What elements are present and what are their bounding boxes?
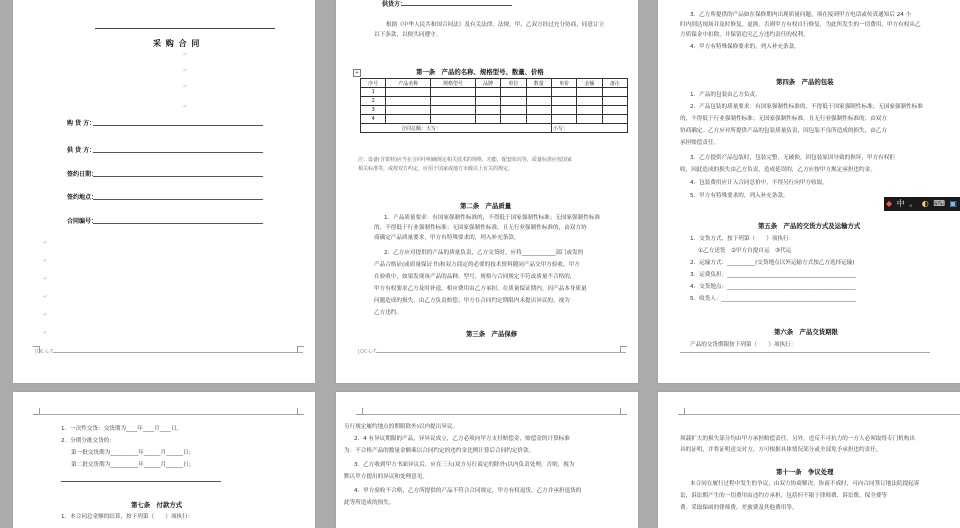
page5-line: 3．乙方收到甲方书面异议后，应在三天(双方另行商定的除外)以内负责处理，否则，视为 xyxy=(354,462,575,468)
article-4-line: 1．产品的包装由乙方负责。 xyxy=(690,92,761,98)
total-lowercase-label: 小写： xyxy=(551,124,627,133)
article-2-line: 1．产品质量要求：有国家强制性标准的，不得低于国家强制性标准；无国家强制性标准 xyxy=(384,215,601,221)
paragraph-mark: ↵ xyxy=(43,276,48,282)
table-header-cell: 单位 xyxy=(501,79,526,88)
article-2-line: 的，不得低于行业强制性标准；无国家强制性标准，且无行业强制性标准的，由双方协 xyxy=(374,225,587,231)
page3-line: 时内到达现场并及时修复，更换。否则甲方有权自行修复，为此所发生的一切费用，甲方有权从乙 xyxy=(680,22,921,28)
table-header-cell: 数量 xyxy=(526,79,551,88)
field-line xyxy=(93,199,263,200)
article-2-line: 在验收中，如果发现该产品的品种、型号、规格与合同规定不符或质量不合格的， xyxy=(374,274,576,280)
table-header-cell: 金额 xyxy=(577,79,602,88)
paragraph-mark: ↵ xyxy=(43,330,48,336)
title-rule xyxy=(95,28,275,29)
total-uppercase-label: 合同总额：大写： xyxy=(361,124,552,133)
article-4-line: 5．甲方有特殊要求的，列入补充条款。 xyxy=(690,193,789,199)
article-5-line: 3．运费负担：______________________________________________ xyxy=(690,272,856,278)
article-4-line: 2．产品包装的质量要求：有国家强制性标准的，不得低于国家强制性标准；无国家强制性标准 xyxy=(690,104,923,110)
article-11-line: 讼，诉讼期产生的一切费用由违约方承担，包括但不限于律师费、诉讼费、保全费等 xyxy=(680,493,887,499)
page5-line: 另行规定履约地点的期限除外)以内提出异议。 xyxy=(344,424,459,430)
field-line xyxy=(93,223,263,224)
row-number: 2 xyxy=(361,97,386,106)
table-header-cell: 产品名称 xyxy=(386,79,431,88)
ime-keyboard-icon[interactable]: ⌨ xyxy=(933,199,945,208)
page6-line: 具的证明，并将证明送交对方，方可根据具体情况部分或全部免予承担违约责任。 xyxy=(680,447,882,453)
page3-line: 4．甲方有特殊保修要求的，列入补充条款。 xyxy=(690,44,800,50)
page-4 xyxy=(13,392,315,528)
table-header-row xyxy=(361,79,628,88)
table-row xyxy=(361,97,628,106)
footer-rule xyxy=(376,352,626,353)
field-line xyxy=(93,152,263,153)
footer-code: [QC-L-T xyxy=(35,349,54,355)
article-1-heading: 第一条 产品的名称、规格型号、数量、价格 xyxy=(416,68,544,76)
ime-half-width-icon[interactable]: ◐ xyxy=(921,199,929,208)
article-3-heading: 第三条 产品保修 xyxy=(466,330,518,338)
article-6-line: 产品的交货期限按下列第（ ）项执行： xyxy=(690,342,797,348)
table-row xyxy=(361,115,628,124)
page3-line: 方质保金中扣除，并保留追究乙方违约责任的权利。 xyxy=(680,32,809,38)
page5-line: 此等所造成的损失。 xyxy=(344,500,395,506)
row-number: 4 xyxy=(361,115,386,124)
table-header-cell: 序号 xyxy=(361,79,386,88)
header-rule xyxy=(39,414,297,415)
page-6 xyxy=(658,392,960,528)
page-3 xyxy=(658,0,960,383)
footer-rule xyxy=(680,352,930,353)
table-note: 注：设备(含资料)应当在合同中明确规定相关技术的规格、功能、配套状况等，质量标准应按国家 xyxy=(358,157,572,163)
paragraph-mark: ↵ xyxy=(183,68,188,74)
table-header-cell: 单价 xyxy=(551,79,576,88)
intro-line: 根据《中华人民共和国合同法》及有关法律、法规，甲、乙双方经过充分协商，同意订立 xyxy=(386,22,605,28)
article-5-heading: 第五条 产品的交货方式及运输方式 xyxy=(758,222,861,230)
page5-line: 2．4 有异议期限的产品，异异议成立，乙方必须向甲方支付赔偿金，赔偿金的计算标准 xyxy=(354,436,570,442)
table-note: 相关标准等，或按双方约定，应用于国家或地方市级以上有关的规定。 xyxy=(358,166,514,172)
table-row xyxy=(361,88,628,97)
paragraph-mark: ↵ xyxy=(43,312,48,318)
ime-language-toggle[interactable]: 中 xyxy=(896,199,905,208)
field-sign-place: 签约地点： xyxy=(67,194,98,201)
footer-code: [QC-L-T xyxy=(358,349,377,355)
table-header-cell: 品牌 xyxy=(475,79,500,88)
footer-rule xyxy=(53,352,303,353)
crop-mark xyxy=(620,346,627,353)
table-total-row xyxy=(361,124,628,133)
article-5-line: 4．交货地点：______________________________________________ xyxy=(690,284,856,290)
ime-logo-icon[interactable]: ◆ xyxy=(886,199,893,208)
article-4-line: 承担赔偿责任。 xyxy=(680,140,720,146)
article-11-line: 费。采取保函的律师费、差旅费及其他费用等。 xyxy=(680,505,798,511)
field-line xyxy=(93,176,263,177)
article-5-line: 5．收货人：________________________________________________ xyxy=(690,296,856,302)
page5-line: 为：不合格产品的数量金额乘以合同约定的违约金比例计算后合同约定价款。 xyxy=(344,448,535,454)
article-2-line: 乙方违约。 xyxy=(374,310,402,316)
article-2-line: 问题造成的损失，由乙方负责赔偿；甲方在合同约定期限内未提出异议的，视为 xyxy=(374,298,570,304)
product-table xyxy=(360,78,628,133)
payment-line: 1．本合同总金额的结算，按下列第（ ）项执行： xyxy=(61,514,194,520)
article-4-line: 3．乙方提供产品包装时，包装完整、无破损，因包装原因导致的损坏，甲方有权拒 xyxy=(690,155,895,161)
page-1 xyxy=(13,0,315,383)
crop-mark xyxy=(33,346,40,353)
page3-line: 3．乙方所提供的产品如在保修期内出现质量问题，须在接到甲方电话或传真通知后 24 小 xyxy=(690,12,912,18)
table-header-cell: 备注 xyxy=(602,79,627,88)
paragraph-mark: ↵ xyxy=(183,52,188,58)
article-5-line: ①乙方送货 ②甲方自提自运 ③代运 xyxy=(698,248,792,254)
article-4-line: 协商确定。乙方应对所提供产品的包装质量负责，因包装不良所造成的损失，由乙方 xyxy=(680,128,887,134)
delivery-line: 1．一次性交货：交货期为____年____月____日。 xyxy=(61,426,183,432)
crop-mark xyxy=(297,346,304,353)
ime-punctuation-icon[interactable]: 。 xyxy=(909,199,918,208)
table-move-handle[interactable]: + xyxy=(354,70,360,76)
article-5-line: 1．交货方式，按下列第（ ）项执行： xyxy=(690,236,795,242)
field-contract-no: 合同编号： xyxy=(67,218,98,225)
page-2 xyxy=(336,0,638,383)
field-line xyxy=(93,125,263,126)
paragraph-mark: ↵ xyxy=(183,84,188,90)
article-4-line: 的，不得低于行业强制性标准；无国家强制性标准，且无行业强制性标准的，由双方 xyxy=(680,116,887,122)
contract-title: 采 购 合 同 xyxy=(153,39,201,48)
article-4-line: 收，因此造成的损失由乙方负责，造成延误的，乙方应按甲方规定承担违约金。 xyxy=(680,167,876,173)
paragraph-mark: ↵ xyxy=(183,104,188,110)
paragraph-mark: ↵ xyxy=(43,294,48,300)
delivery-line: 2．分期分批交货的： xyxy=(61,438,115,444)
article-2-line: 产品合格证(或质量保证书)和双方商定的必要的技术资料随同产品交甲方验收，甲方 xyxy=(374,262,580,268)
field-supplier: 供 货 方： xyxy=(67,147,96,154)
field-sign-date: 签约日期： xyxy=(67,171,98,178)
intro-line: 以下条款，以便共同遵守。 xyxy=(374,32,442,38)
article-11-heading: 第十一条 争议处理 xyxy=(776,468,834,476)
article-6-heading: 第六条 产品交货期限 xyxy=(774,328,838,336)
table-header-cell: 规格型号 xyxy=(431,79,476,88)
field-line xyxy=(61,481,221,482)
article-2-line: 2．乙方应对提供的产品的质量负责，乙方交货时，应将____________部门或发的 xyxy=(384,250,584,256)
article-4-heading: 第四条 产品的包装 xyxy=(776,78,834,86)
table-row xyxy=(361,106,628,115)
header-rule xyxy=(684,414,960,415)
delivery-line: 第二批交货期为__________年______月______日； xyxy=(71,462,195,468)
crop-mark xyxy=(297,408,304,415)
page-5 xyxy=(336,392,638,528)
crop-mark xyxy=(620,408,627,415)
field-line xyxy=(402,5,512,6)
delivery-line: 第一批交货期为__________年______月______日； xyxy=(71,450,195,456)
paragraph-mark: ↵ xyxy=(43,258,48,264)
page5-line: 默认甲方提出的异议和处理意见。 xyxy=(344,474,428,480)
article-11-line: 本合同在履行过程中发生的争议，由双方协商解决，协商不成时，可向合同签订地法院提起诉 xyxy=(690,481,920,487)
field-buyer: 购 货 方： xyxy=(67,120,96,127)
article-4-line: 4．包装费用应计入合同总价中，不得另行向甲方收取。 xyxy=(690,180,828,186)
page5-line: 4．甲方验收不合格，乙方所提供的产品不符合合同规定，甲方有权退货，乙方并承担退货的 xyxy=(354,488,582,494)
article-2-line: 甲方有权要求乙方及时补退，相应费用由乙方承担。在质量保证期内，因产品本身质量 xyxy=(374,286,587,292)
row-number: 1 xyxy=(361,88,386,97)
article-5-line: 2．运输方式：__________(交货地点以外运输方式按乙方选择运输) xyxy=(690,260,855,266)
header-rule xyxy=(362,414,620,415)
article-2-heading: 第二条 产品质量 xyxy=(460,202,512,210)
article-2-line: 商确定产品质量要求，甲方有特殊要求的，列入补充条款。 xyxy=(374,235,520,241)
supplier-label: 供货方： xyxy=(382,1,407,8)
paragraph-mark: ↵ xyxy=(43,240,48,246)
row-number: 3 xyxy=(361,106,386,115)
ime-settings-icon[interactable]: ▣ xyxy=(949,199,957,208)
page6-line: 须载扩大的损失部分均由甲方承担赔偿责任。另外，违反不可抗力的一方人必须取得专门机构出 xyxy=(680,436,915,442)
ime-toolbar[interactable] xyxy=(884,197,960,211)
article-7-heading: 第七条 付款方式 xyxy=(131,501,183,509)
